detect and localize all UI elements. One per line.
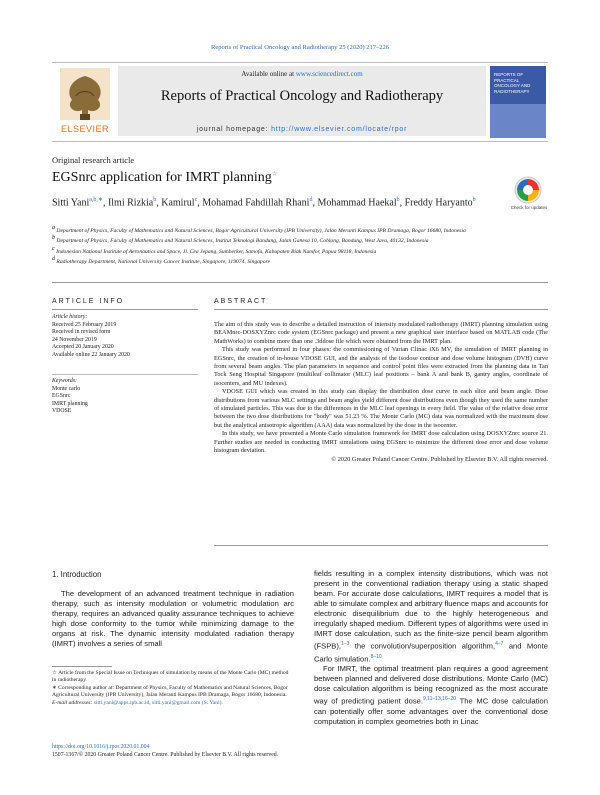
journal-cover-title: REPORTS OF PRACTICAL ONCOLOGY AND RADIOTHERAPY [494,72,531,94]
body-text-column-1: The development of an advanced treatment technique in radiation therapy, such as intensity modulation or volumetric modulation arc therapy, requires an advanced quality assurance techniques to achieve high dose conformity to the tumor while minimizing damage to the organs at risk. The dynamic intensity modulated radiation therapy (IMRT) involves a series of small [52,589,294,648]
citation-link[interactable]: 9,11–13,16–20 [423,696,457,703]
section-heading: 1. Introduction [52,570,102,579]
abstract-paragraph: This study was performed in four phases: the commissioning of Varian Clinac iX6 MV, the simulation of IMRT planning in EGSnrc, the creation of in-house VDOSE GUI, and the analysis of the isodose contour and dose volume histogram (DVH) curve from several beam angles. The plan parameters in sequence and control point files were extracted from the planning data in Tan Tock Seng Hospital Singapore (multileaf collimator (MLC) leaf positions – bank A and bank B, gantry angles, coordinate of isocenters, and MU indexes). [214,346,548,387]
keywords: Keywords: Monte carlo EGSnrc IMRT planning VDOSE [52,378,198,416]
article-info-heading: ARTICLE INFO [52,298,125,305]
abstract-heading: ABSTRACT [214,298,268,305]
citation-link[interactable]: 4–7 [495,641,504,647]
affiliation: c Indonesian National Institute of Aeronautics and Space, Jl. Cea Jepang, Sumberker, Samofa, Kabupaten Biak Numfor, Papua 98118, Indonesia [52,245,377,255]
divider [214,309,548,310]
citation-link[interactable]: 1–3 [341,641,350,647]
author[interactable]: Ilmi Rizkia [107,197,154,209]
journal-reference[interactable]: Reports of Practical Oncology and Radiotherapy 25 (2020) 217–226 [211,44,389,51]
keyword: EGSnrc [52,393,71,399]
publisher-name: ELSEVIER [60,124,110,134]
author[interactable]: Mohamad Fahdillah Rhani [202,197,310,209]
journal-homepage: journal homepage: http://www.elsevier.com/locate/rpor [196,126,408,133]
keyword: VDOSE [52,408,72,414]
footnote: E-mail addresses: sitti.yani@apps.ipb.ac.id, sitti.yani@gmail.com (S. Yani). [52,699,223,706]
copyright-line: © 2020 Greater Poland Cancer Centre. Published by Elsevier B.V. All rights reserved. [331,455,548,463]
keyword: Monte carlo [52,385,81,392]
article-title: EGSnrc application for IMRT planning☆ [52,170,278,185]
footnote-divider [52,666,112,667]
footnotes [52,670,294,707]
author-list: Sitti Yani$^{a,b,∗}$, Ilmi Rizkia$^b$, Kamirul$^c$, Mohamad Fahdillah Rhani$^d$, Mohammad Haekal$^b$, Freddy Haryanto$^b$ [52,197,476,209]
article-history: Article history: Received 25 February 2019 Received in revised form 24 November 2019 Accepted 20 January 2020 Available online 22 January 2020 [52,314,130,358]
citation-link[interactable]: 8–10 [370,653,382,660]
body-text-column-2: fields resulting in a complex intensity distributions, which was not present in the conventional radiation therapy using a static shaped beam. For accurate dose calculations, IMRT requires a model that is able to simulate complex and arbitrary fluence maps and accounts for electronic disequilibrium due to the highly heterogeneous and irregularly shaped medium. Different types of algorithms were used in IMRT dose calculation, such as the finite-size pencil beam algorithm (FSPB),$^{1-3}$ the convolution/superposition algorithm,$^{4-7}$ and Monte Carlo simulation.$^{8-10}$ For IMRT, the optimal treatment plan requires a good agreement between planned and delivered dose distributions. Monte Carlo (MC) dose calculation algorithm is being recognized as the most accurate way of predicting patient dose.$^{9,11-13,16-20}$ The MC dose calculation can potentially offer some advantages over the conventional dose computation in complex geometries both in Linac [314,569,548,726]
email-link[interactable]: sitti.yani@apps.ipb.ac.id, sitti.yani@gmail.com (S. Yani). [93,699,223,706]
title-footnote-mark[interactable]: ☆ [271,171,278,178]
divider [52,282,548,283]
journal-cover-image [490,104,546,138]
affiliation: b Department of Physics, Faculty of Mathematics and Natural Sciences, Institut Teknologi Bandung, Jalan Ganesa 10, Coblong, Bandung, West Java, 40132, Indonesia [52,235,429,245]
abstract-paragraph: The aim of this study was to describe a detailed instruction of intensity modulated radiotherapy (IMRT) planning simulation using BEAMnrc-DOSXYZnrc code system (EGSnrc package) and present a new graphical user interface based on MATLAB code (The MathWorks) to combine more than one .3ddose file which were obtained from the IMRT plan. [214,321,548,345]
issn-line: 1507-1367/© 2020 Greater Poland Cancer Centre. Published by Elsevier B.V. All rights reserved. [52,752,279,758]
sciencedirect-link[interactable]: www.sciencedirect.com [295,70,363,78]
affiliation: d Radiotherapy Department, National University Cancer Institute, Singapore, 119074, Singapore [52,256,270,266]
author[interactable]: Sitti Yani [52,197,90,209]
homepage-link[interactable]: http://www.elsevier.com/locate/rpor [271,126,408,133]
abstract-paragraph: VDOSE GUI which was created in this study can display the distribution dose curve in each slice and beam angle. Dose distributions from various MLC settings and beam angles yield different dose distributions even though they used the same number of simulated particles. This was due to the differences in the MLC leaf openings in every field. The value of the relative dose error between the two dose distributions for "body" was 51.23 %. The Monte Carlo (MC) data was normalized with the maximum dose but the analytical anisotropic algorithm (AAA) data was normalized by the dose in the isocenter. [214,388,548,429]
footnote: ☆ Article from the Special Issue on Techniques of simulation by means of the Monte Carlo (MC) method in radiotherapy. [52,670,289,684]
journal-title: Reports of Practical Oncology and Radiotherapy [160,88,444,104]
abstract-body [214,321,548,464]
divider [214,545,548,546]
footnote: ∗ Corresponding author at: Department of Physics, Faculty of Mathematics and Natural Sciences, Bogor Agricultural University (IPB University), Jalan Meranti Kampus IPB Dramaga, Bogor 16680, Indonesia. [52,684,288,699]
crossmark-label[interactable]: Check for updates [510,205,548,210]
availability-line: Available online at www.sciencedirect.com [241,70,363,78]
author[interactable]: Kamirul [161,197,195,209]
affiliation: a Department of Physics, Faculty of Mathematics and Natural Sciences, Bogor Agricultural University (IPB University), Jalan Meranti Kampus IPB Dramaga, Bogor 16680, Indonesia [52,225,466,234]
affiliations [52,225,532,267]
abstract-paragraph: In this study, we have presented a Monte Carlo simulation framework for IMRT dose calculation using DOSXYZnrc source 21. Further studies are needed in conducting IMRT simulations using EGSnrc to minimize the different dose error and dose volume histogram deviation. [214,430,548,455]
doi-link[interactable]: https://doi.org/10.1016/j.rpor.2020.01.004 [52,744,150,750]
article-type: Original research article [52,155,135,165]
divider [52,374,198,375]
author[interactable]: Freddy Haryanto [404,197,473,209]
crossmark-icon[interactable] [514,176,542,204]
keyword: IMRT planning [52,400,88,407]
divider [52,309,198,310]
author[interactable]: Mohammad Haekal [317,197,397,209]
